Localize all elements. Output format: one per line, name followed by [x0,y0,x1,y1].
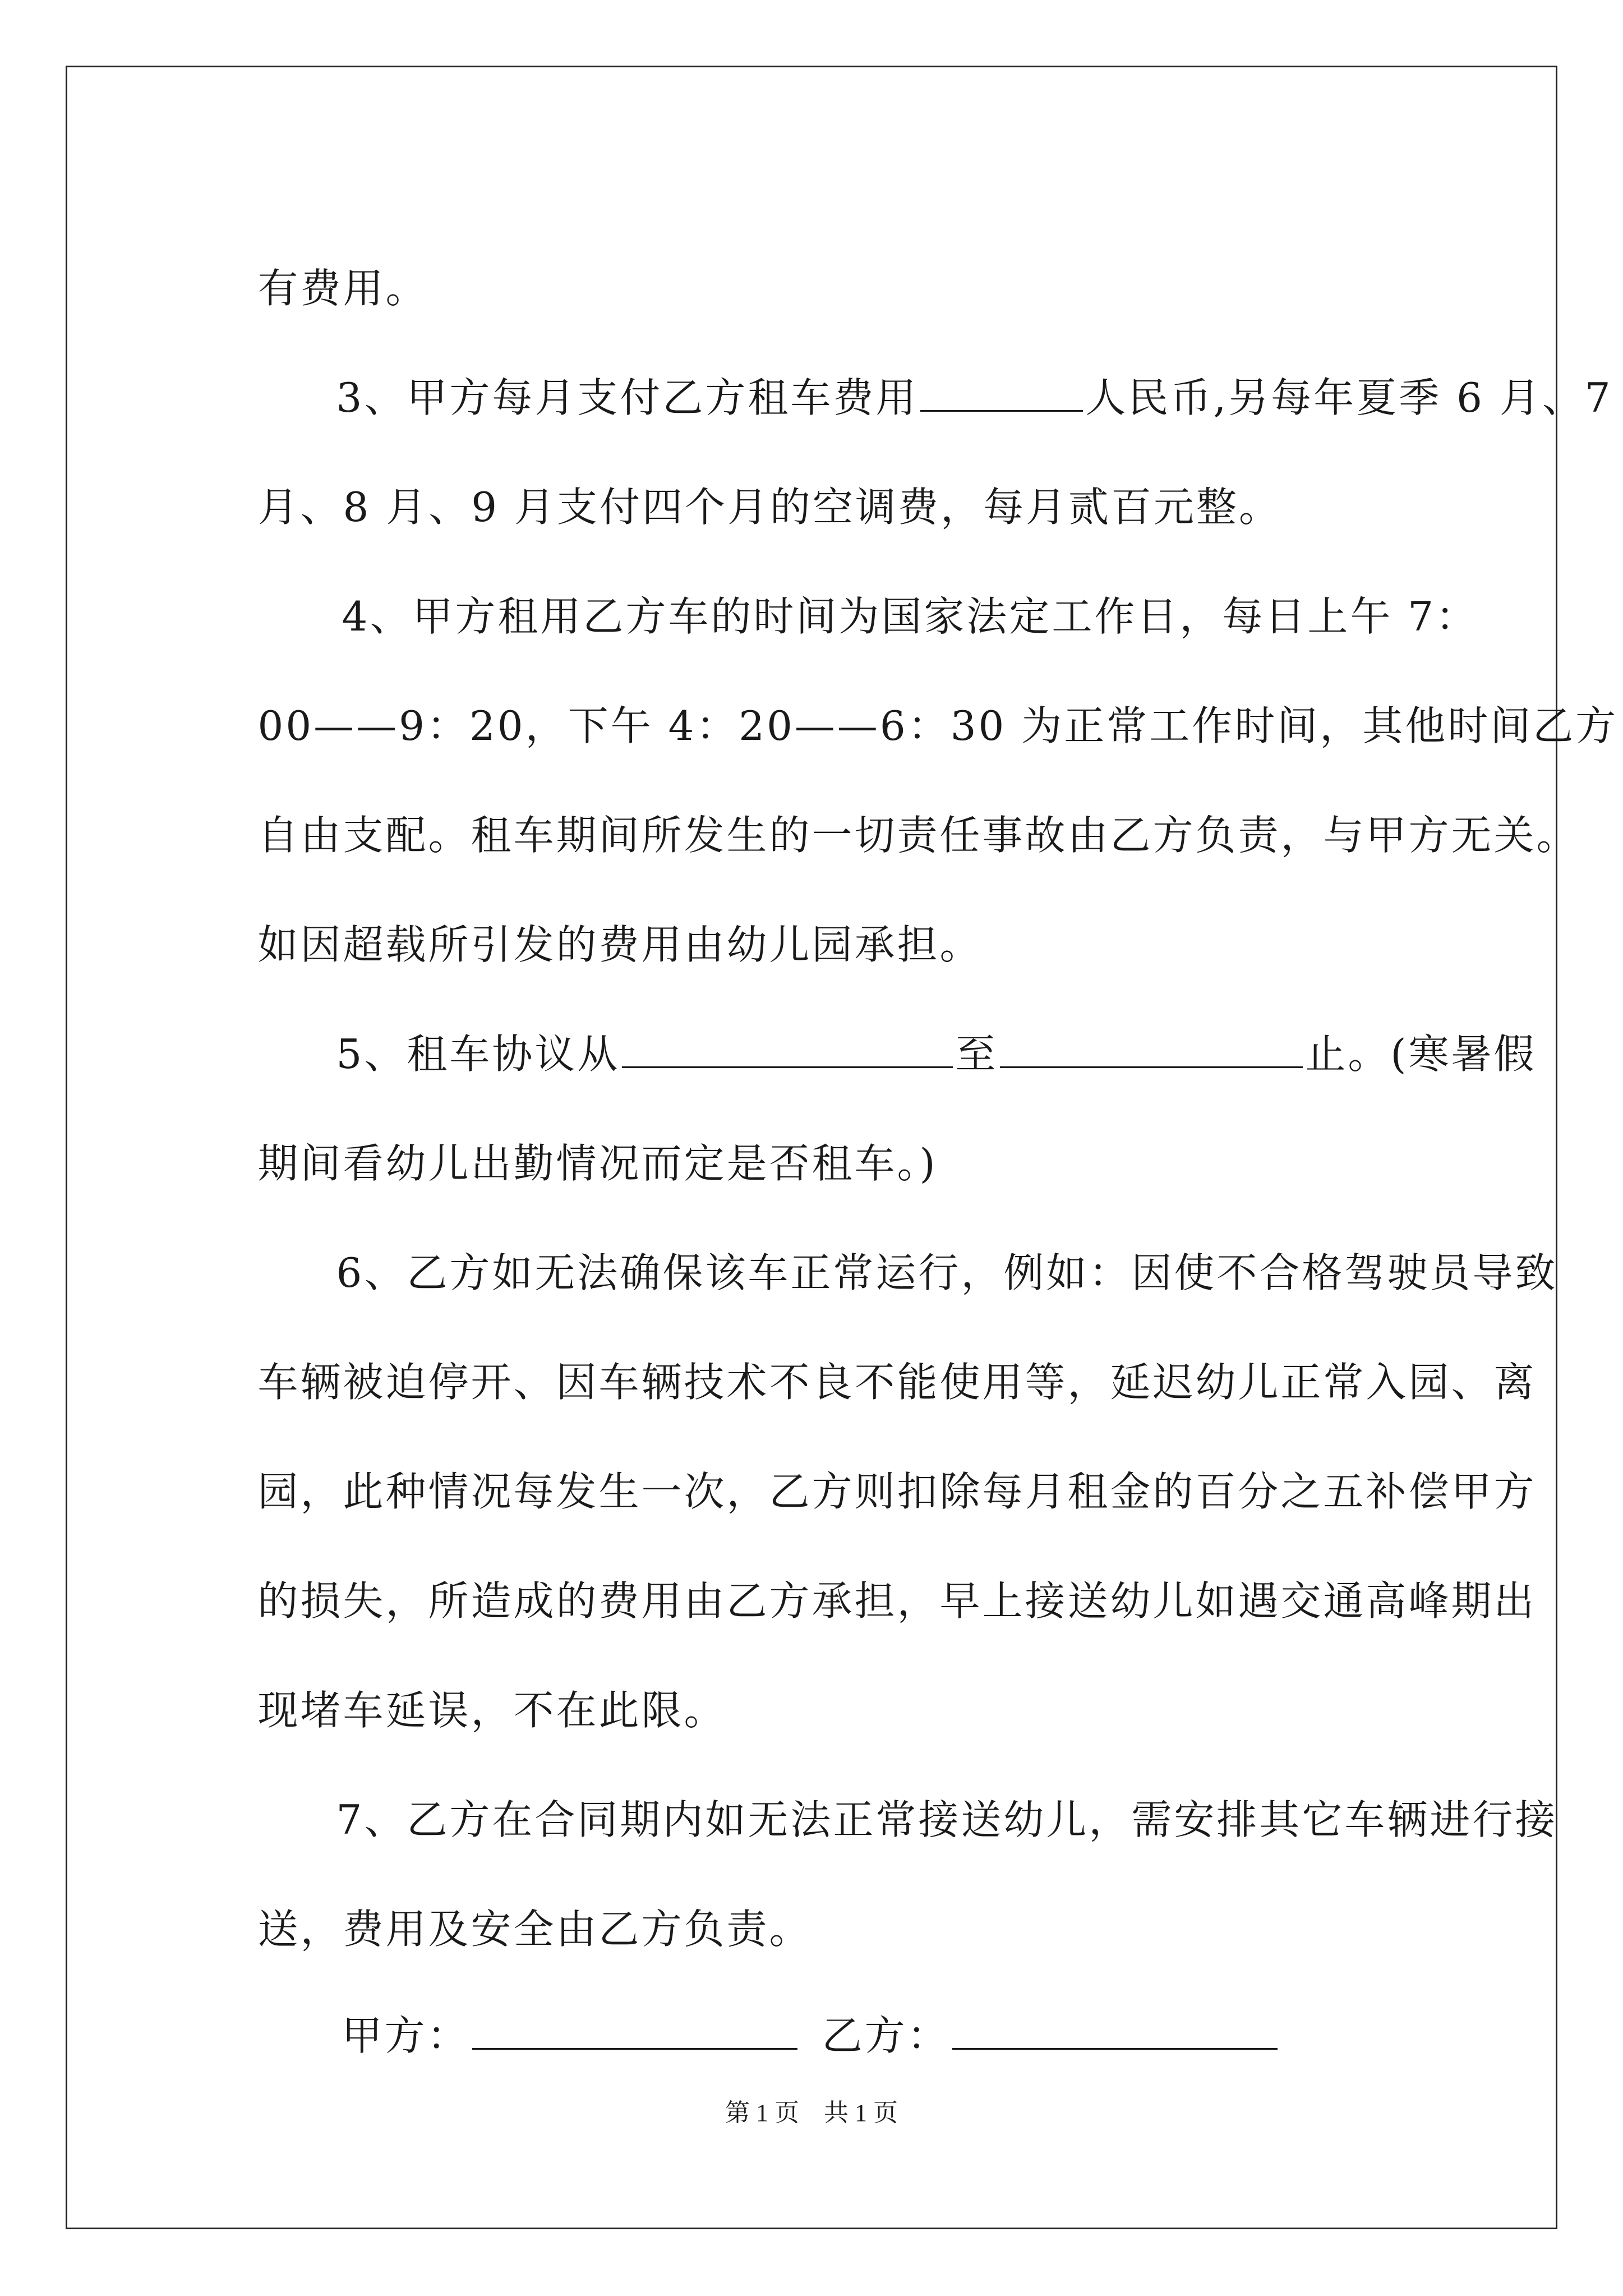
party-a-label: 甲方： [342,2012,470,2059]
line-text: 至 [955,1030,998,1078]
clause-6-line-5 [197,1630,727,1734]
line-text: 人民币,另每年夏季 6 月、7 [1085,374,1613,421]
fee-blank-field[interactable] [920,371,1083,412]
line-text: 自由支配。租车期间所发生的一切责任事故由乙方负责，与甲方无关。 [257,812,1579,859]
line-text: 车辆被迫停开、因车辆技术不良不能使用等，延迟幼儿正常入园、离 [257,1359,1537,1406]
line-text: 3、甲方每月支付乙方租车费用 [336,374,919,421]
clause-4-line-3 [197,754,1579,859]
line-text: 5、租车协议从 [336,1030,620,1078]
line-text: 7、乙方在合同期内如无法正常接送幼儿，需安排其它车辆进行接 [336,1796,1558,1843]
clause-6-line-3 [197,1411,1537,1515]
clause-6-line-1 [276,1192,1558,1296]
end-date-blank-field[interactable] [1000,1027,1303,1068]
clause-3-line-1 [276,317,1613,421]
line-text: 园，此种情况每发生一次，乙方则扣除每月租金的百分之五补偿甲方 [257,1468,1537,1515]
party-a-signature-field[interactable] [472,2009,797,2050]
clause-4-line-1 [282,536,1479,640]
signature-line [282,1955,1280,2059]
line-text: 送，费用及安全由乙方负责。 [257,1906,812,1953]
clause-6-line-4 [197,1520,1537,1625]
line-text: 4、甲方租用乙方车的时间为国家法定工作日，每日上午 7： [342,593,1479,640]
line-text: 如因超载所引发的费用由幼儿园承担。 [257,921,983,968]
clause-7-line-1 [276,1739,1558,1843]
page-number-footer: 第 1 页 共 1 页 [725,2099,898,2127]
clause-7-line-2 [197,1848,812,1953]
line-text: 00——9：20，下午 4：20——6：30 为正常工作时间，其他时间乙方 [257,702,1619,749]
paragraph-line [197,208,428,312]
line-text: 月、8 月、9 月支付四个月的空调费，每月贰百元整。 [257,484,1281,531]
party-b-label: 乙方： [822,2012,950,2059]
clause-5-line-1 [276,973,1537,1078]
clause-4-line-2 [197,645,1619,749]
line-text: 6、乙方如无法确保该车正常运行，例如：因使不合格驾驶员导致 [336,1249,1558,1296]
line-text: 的损失，所造成的费用由乙方承担，早上接送幼儿如遇交通高峰期出 [257,1577,1537,1625]
clause-5-line-2 [197,1083,938,1187]
clause-4-line-4 [197,864,983,968]
line-text: 期间看幼儿出勤情况而定是否租车。) [257,1140,938,1187]
line-text: 现堵车延误，不在此限。 [257,1687,727,1734]
clause-3-line-2 [197,426,1281,531]
line-text: 止。(寒暑假 [1305,1030,1537,1078]
line-text: 有费用。 [257,265,428,312]
start-date-blank-field[interactable] [622,1027,953,1068]
clause-6-line-2 [197,1301,1537,1406]
party-b-signature-field[interactable] [952,2009,1278,2050]
